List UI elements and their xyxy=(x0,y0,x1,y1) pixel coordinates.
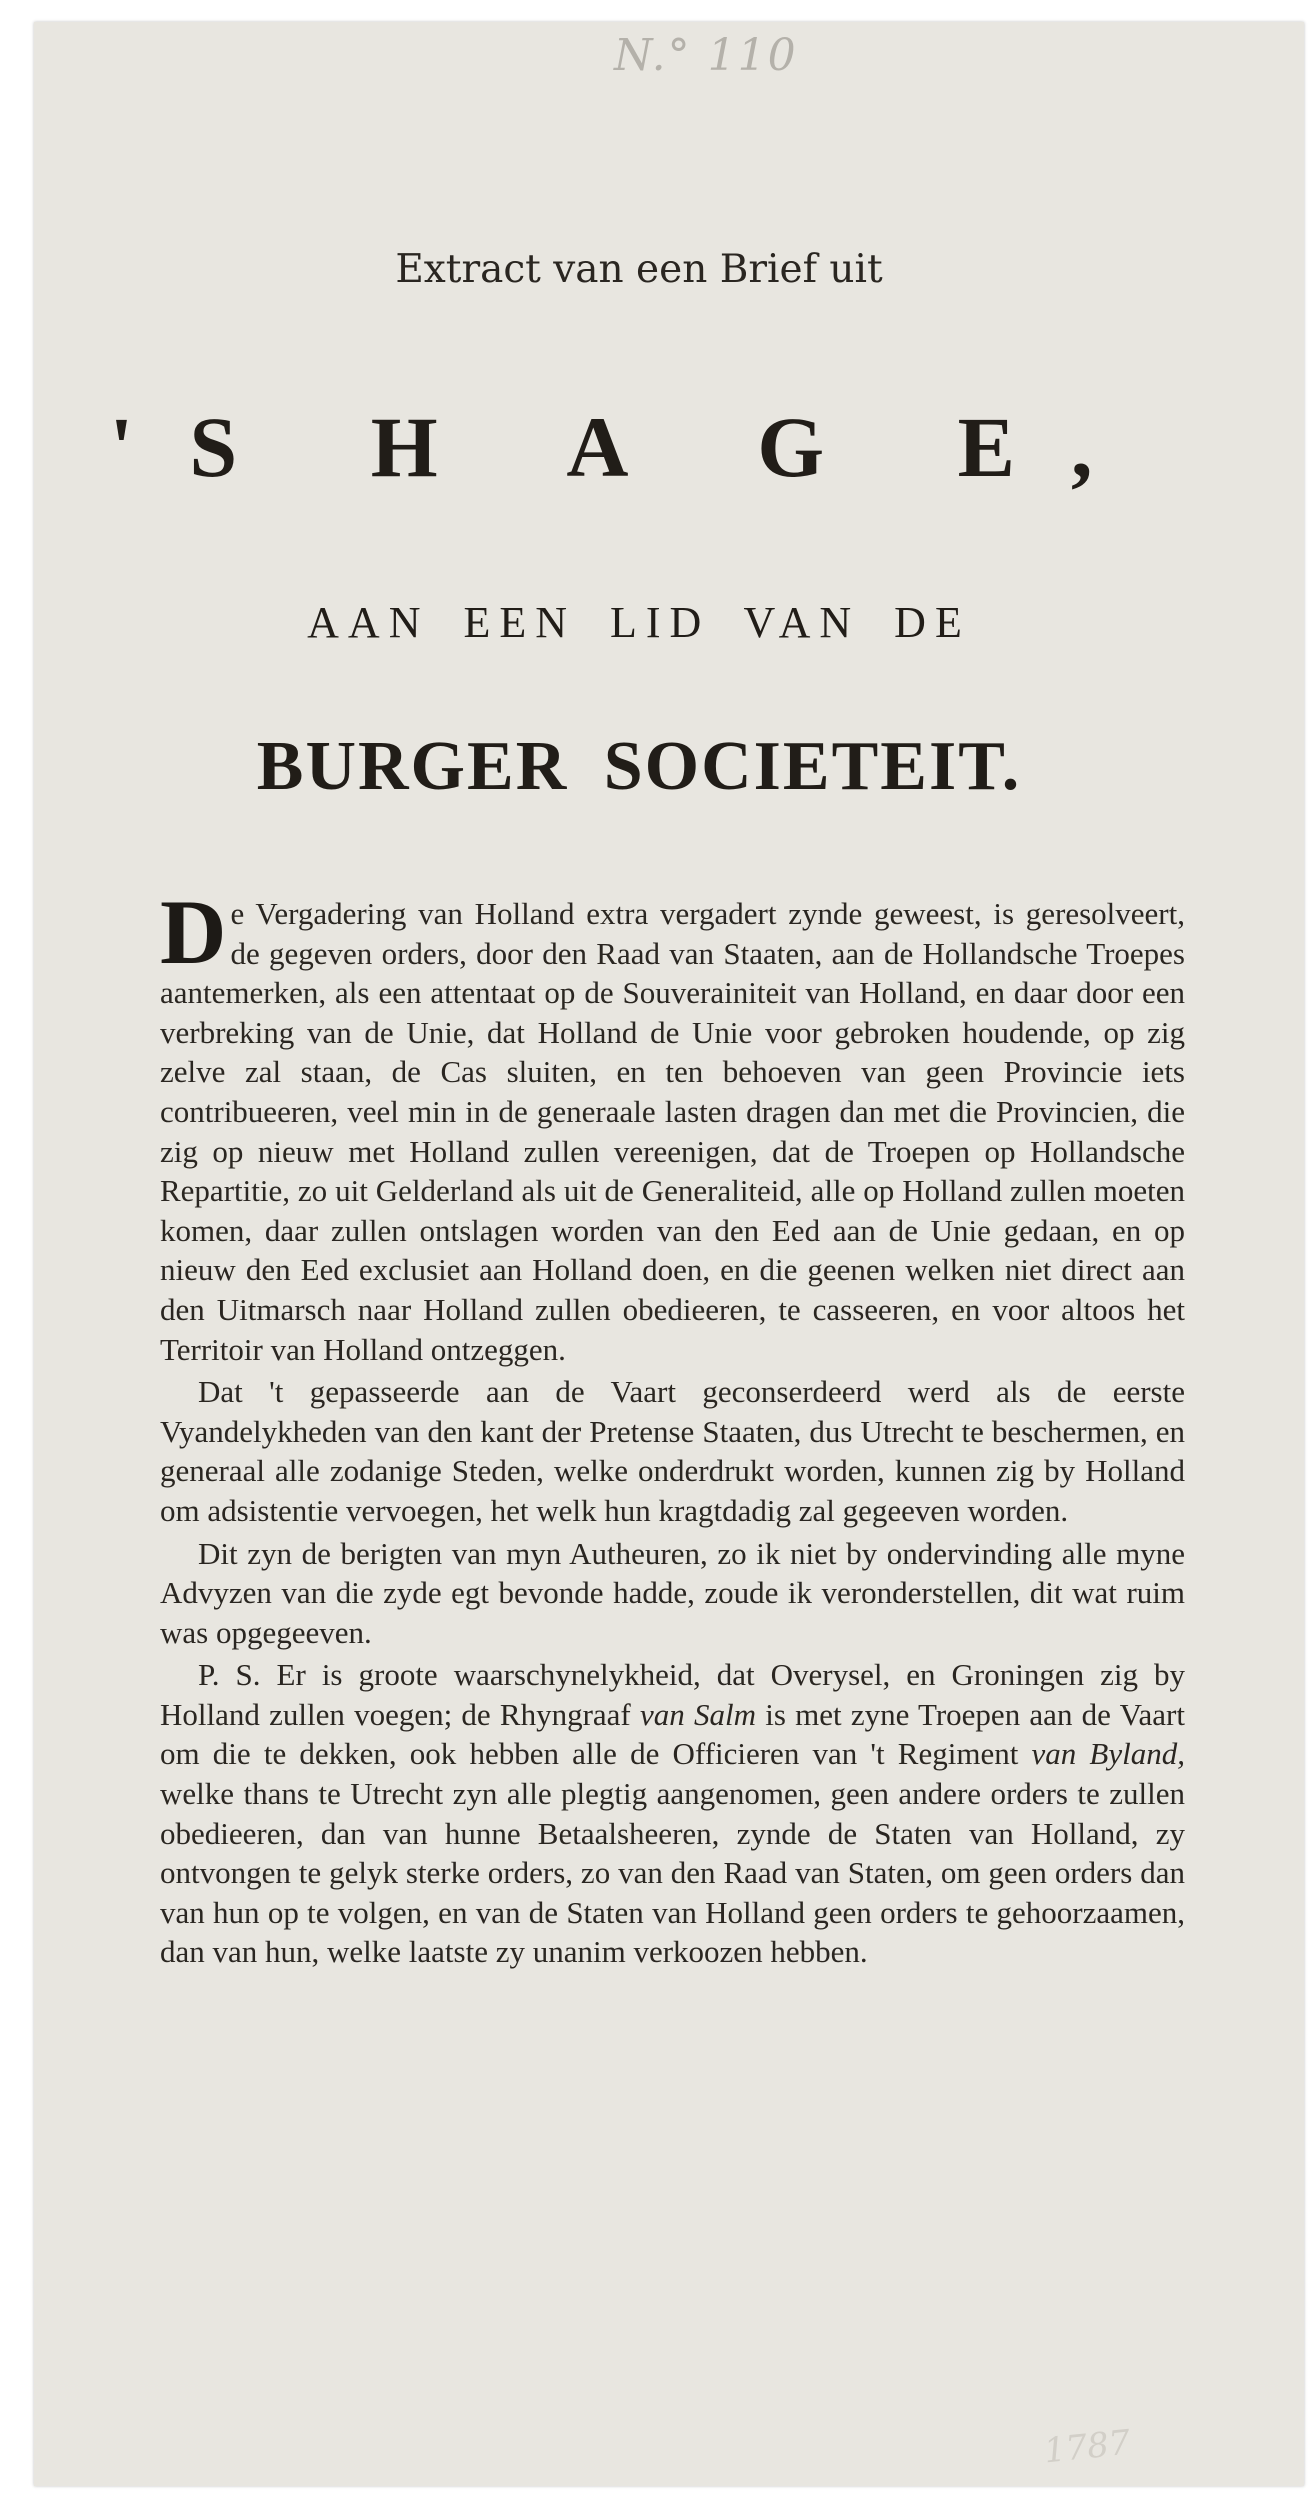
paragraph-2: Dat 't gepasseerde aan de Vaart geconserdeerd werd als de eerste Vyandelykheden van den kant der Pretense Staaten, dus Utrecht te beschermen, en generaal alle zodanige Steden, welke onderdrukt worden, kunnen zig by Holland om adsistentie vervoegen, het welk hun kragtdadig zal gegeeven worden. xyxy=(160,1374,1185,1528)
paragraph-1-text: e Vergadering van Holland extra vergadert zynde geweest, is geresolveert, de gegeven orders, door den Raad van Staaten, aan de Hollandsche Troepes aantemerken, als een attentaat op de Souverainiteit van Holland, en daar door een verbreking van de Unie, dat Holland de Unie voor gebroken houdende, op zig zelve zal staan, de Cas sluiten, en ten behoeven van geen Provincie iets contribueeren, veel min in de generaale lasten dragen dan met die Provincien, die zig op nieuw met Holland zullen vereenigen, dat de Troepen op Hollandsche Repartitie, zo uit Gelderland als uit de Generaliteid, alle op Holland zullen moeten komen, daar zullen ontslagen worden van den Eed aan de Unie gedaan, en op nieuw den Eed exclusiet aan Holland doen, en die geenen welken niet direct aan den Uitmarsch naar Holland zullen obedieeren, te casseeren, en voor altoos het Territoir van Holland ontzeggen. xyxy=(160,896,1185,1367)
postscript-text-c: is met zyne Troepen aan de Vaart om die te dekken, ook hebben alle de Officieren van 't Regiment xyxy=(160,1696,1185,1772)
paragraph-postscript xyxy=(160,1655,1185,1972)
drop-cap: D xyxy=(160,881,227,983)
title-line-society: BURGER SOCIETEIT. xyxy=(256,728,1022,805)
inventory-number: N.° 110 xyxy=(614,30,798,81)
title-line-extract: Extract van een Brief uit xyxy=(395,247,883,292)
title-line-addressee: AAN EEN LID VAN DE xyxy=(307,598,971,647)
letter-body xyxy=(160,881,1185,1975)
paragraph-3: Dit zyn de berigten van myn Autheuren, zo ik niet by ondervinding alle myne Advyzen van die zyde egt bevonde hadde, zoude ik veronderstellen, dit wat ruim was opgegeeven. xyxy=(160,1535,1185,1650)
paragraph-1 xyxy=(160,881,1185,1369)
title-line-shage: 'S H A G E, xyxy=(109,399,1149,495)
postscript-text-a: P. S. Er is groote waarschynelykheid, dat Overysel, en Groningen zig by Holland zullen voegen; de Rhyngraaf xyxy=(160,1657,1185,1732)
postscript-name-byland: van Byland, xyxy=(1031,1736,1185,1772)
postscript-name-salm: van Salm xyxy=(639,1696,756,1732)
pencil-annotation: 1787 xyxy=(1042,2422,1133,2472)
postscript-text-e: welke thans te Utrecht zyn alle plegtig aangenomen, geen andere orders te zullen obedieeren, dan van hunne Betaalsheeren, zynde de Staten van Holland, zy ontvongen te gelyk sterke orders, zo van den Raad van Staten, om geen orders dan van hun op te volgen, en van de Staten van Holland geen orders te gehoorzaamen, dan van hun, welke laatste zy unanim verkoozen hebben. xyxy=(160,1776,1185,1970)
document-page xyxy=(34,22,1304,2486)
